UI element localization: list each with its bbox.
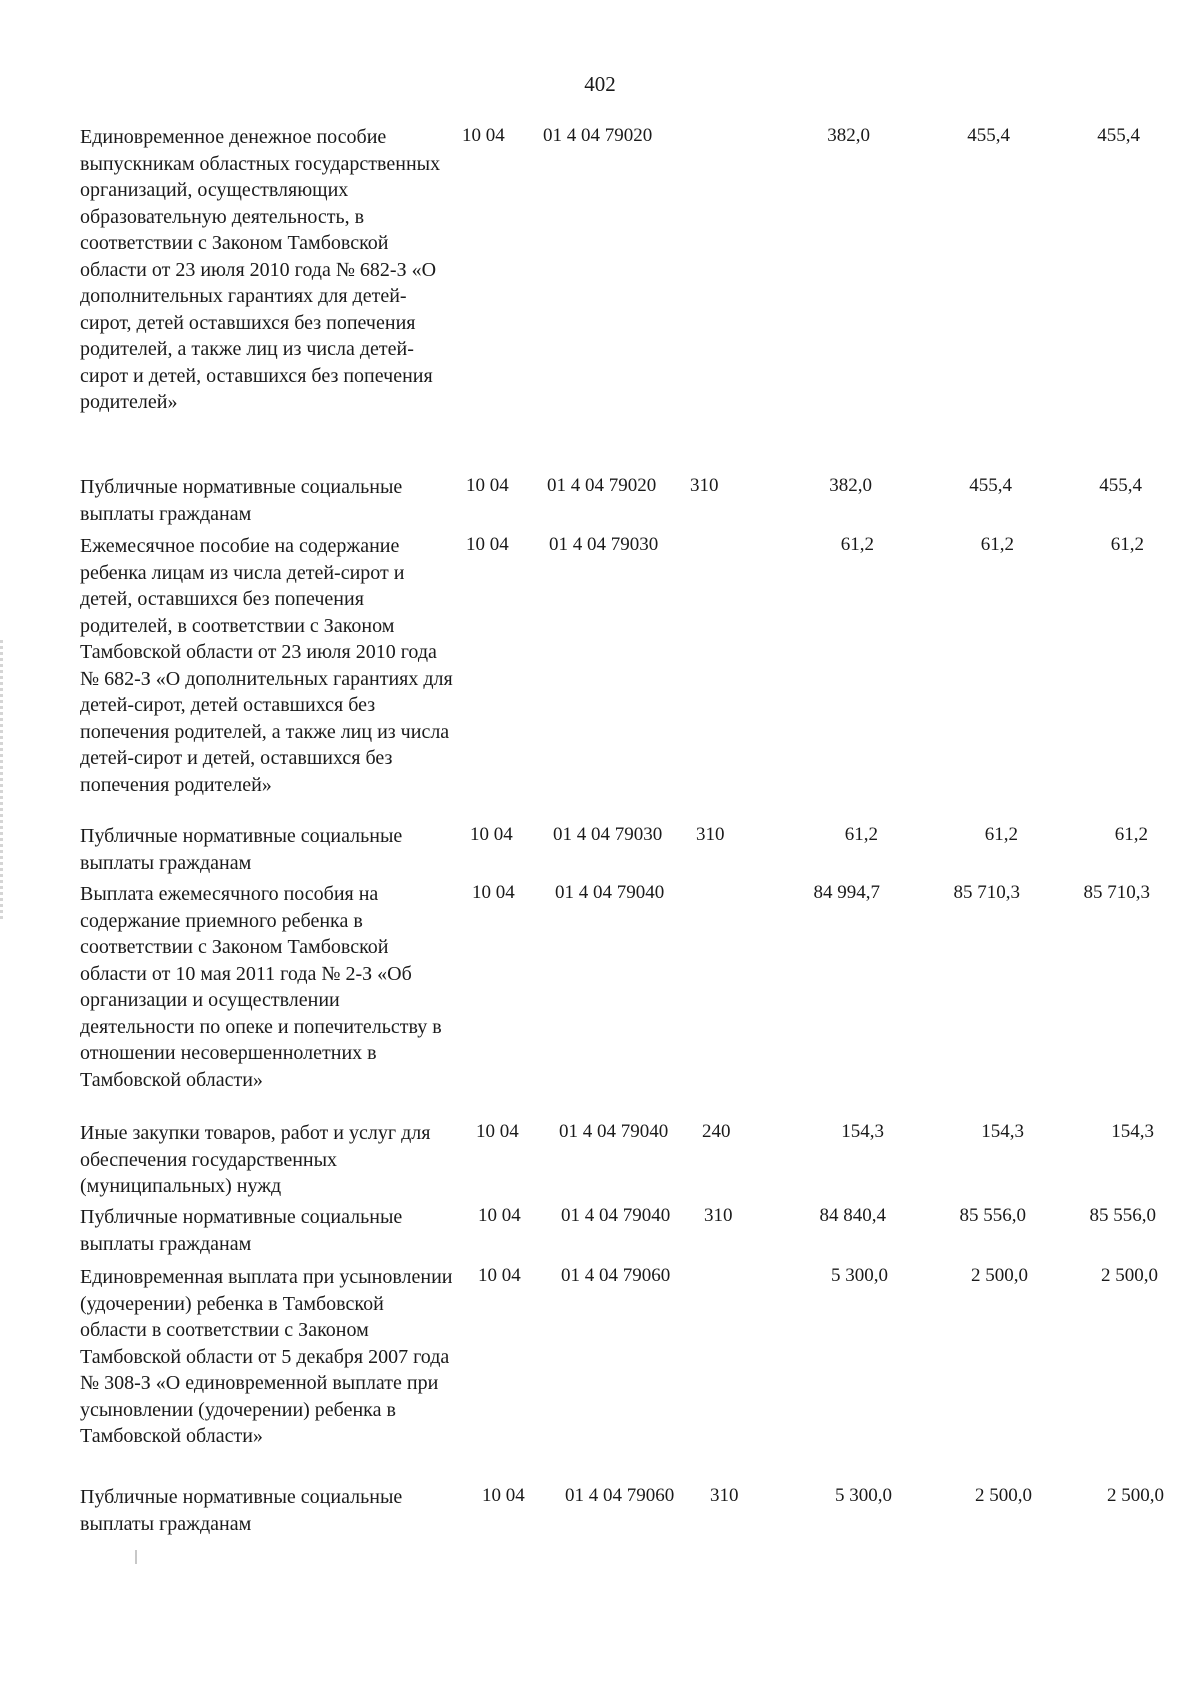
row-amount-3: 154,3 [1111,1121,1154,1142]
row-description: Ежемесячное пособие на содержание ребенка лицам из числа детей-сирот и детей, оставшихся без попечения родителей, в соответствии с Законом Тамбовской области от 23 июля 2010 года № 682-З «О дополнительных гарантиях для детей-сирот, детей оставшихся без попечения родителей, а также лиц из числа детей-сирот и детей, оставшихся без попечения родителей» [80,535,453,796]
row-amount-3: 61,2 [1114,824,1148,845]
row-target-code: 01 4 04 79040 [561,1205,671,1226]
row-amount-1: 382,0 [827,125,870,146]
row-section: 10 04 [466,475,509,496]
row-amount-3: 85 556,0 [1089,1205,1156,1226]
row-amount-3: 2 500,0 [1107,1485,1164,1506]
row-amount-1: 154,3 [841,1121,884,1142]
row-amount-2: 455,4 [967,125,1010,146]
row-expense-kind: 310 [710,1485,739,1506]
row-target-code: 01 4 04 79020 [547,475,657,496]
row-amount-1: 5 300,0 [831,1265,888,1286]
row-amount-2: 455,4 [969,475,1012,496]
row-description: Единовременная выплата при усыновлении (удочерении) ребенка в Тамбовской области в соответствии с Законом Тамбовской области от 5 декабря 2007 года № 308-З «О единовременной выплате при усыновлении (удочерении) ребенка в Тамбовской области» [80,1266,453,1447]
row-amount-2: 2 500,0 [975,1485,1032,1506]
row-section: 10 04 [482,1485,525,1506]
row-section: 10 04 [462,125,505,146]
row-amount-2: 61,2 [980,534,1014,555]
row-expense-kind: 310 [696,824,725,845]
row-amount-1: 5 300,0 [835,1485,892,1506]
scan-edge-artifact [0,640,3,920]
row-description: Иные закупки товаров, работ и услуг для обеспечения государственных (муниципальных) нужд [80,1122,431,1197]
row-section: 10 04 [476,1121,519,1142]
row-target-code: 01 4 04 79060 [565,1485,675,1506]
row-description: Публичные нормативные социальные выплаты гражданам [80,476,403,525]
row-target-code: 01 4 04 79040 [559,1121,669,1142]
row-amount-1: 61,2 [840,534,874,555]
row-target-code: 01 4 04 79030 [549,534,659,555]
row-description: Единовременное денежное пособие выпускникам областных государственных организаций, осуществляющих образовательную деятельность, в соответствии с Законом Тамбовской области от 23 июля 2010 года № 682-З «О дополнительных гарантиях для детей-сирот, детей оставшихся без попечения родителей, а также лиц из числа детей-сирот и детей, оставшихся без попечения родителей» [80,126,441,413]
scan-dust-mark [135,1550,137,1564]
row-amount-3: 61,2 [1110,534,1144,555]
row-description: Выплата ежемесячного пособия на содержание приемного ребенка в соответствии с Законом Тамбовской области от 10 мая 2011 года № 2-З «Об организации и осуществлении деятельности по опеке и попечительству в отношении несовершеннолетних в Тамбовской области» [80,883,442,1091]
row-section: 10 04 [470,824,513,845]
row-amount-2: 61,2 [984,824,1018,845]
row-amount-1: 84 994,7 [813,882,880,903]
row-target-code: 01 4 04 79030 [553,824,663,845]
row-section: 10 04 [466,534,509,555]
row-target-code: 01 4 04 79060 [561,1265,671,1286]
row-expense-kind: 310 [704,1205,733,1226]
row-amount-3: 455,4 [1097,125,1140,146]
row-amount-3: 455,4 [1099,475,1142,496]
row-amount-2: 154,3 [981,1121,1024,1142]
row-section: 10 04 [478,1265,521,1286]
page-number: 402 [584,72,616,96]
row-expense-kind: 240 [702,1121,731,1142]
row-amount-3: 85 710,3 [1083,882,1150,903]
row-description: Публичные нормативные социальные выплаты гражданам [80,1206,403,1255]
row-expense-kind: 310 [690,475,719,496]
row-description: Публичные нормативные социальные выплаты гражданам [80,825,403,874]
row-section: 10 04 [472,882,515,903]
row-amount-2: 2 500,0 [971,1265,1028,1286]
row-section: 10 04 [478,1205,521,1226]
row-amount-2: 85 710,3 [953,882,1020,903]
row-amount-3: 2 500,0 [1101,1265,1158,1286]
row-amount-1: 84 840,4 [819,1205,886,1226]
row-amount-1: 382,0 [829,475,872,496]
row-amount-1: 61,2 [844,824,878,845]
row-description: Публичные нормативные социальные выплаты гражданам [80,1486,403,1535]
row-target-code: 01 4 04 79040 [555,882,665,903]
row-amount-2: 85 556,0 [959,1205,1026,1226]
row-target-code: 01 4 04 79020 [543,125,653,146]
